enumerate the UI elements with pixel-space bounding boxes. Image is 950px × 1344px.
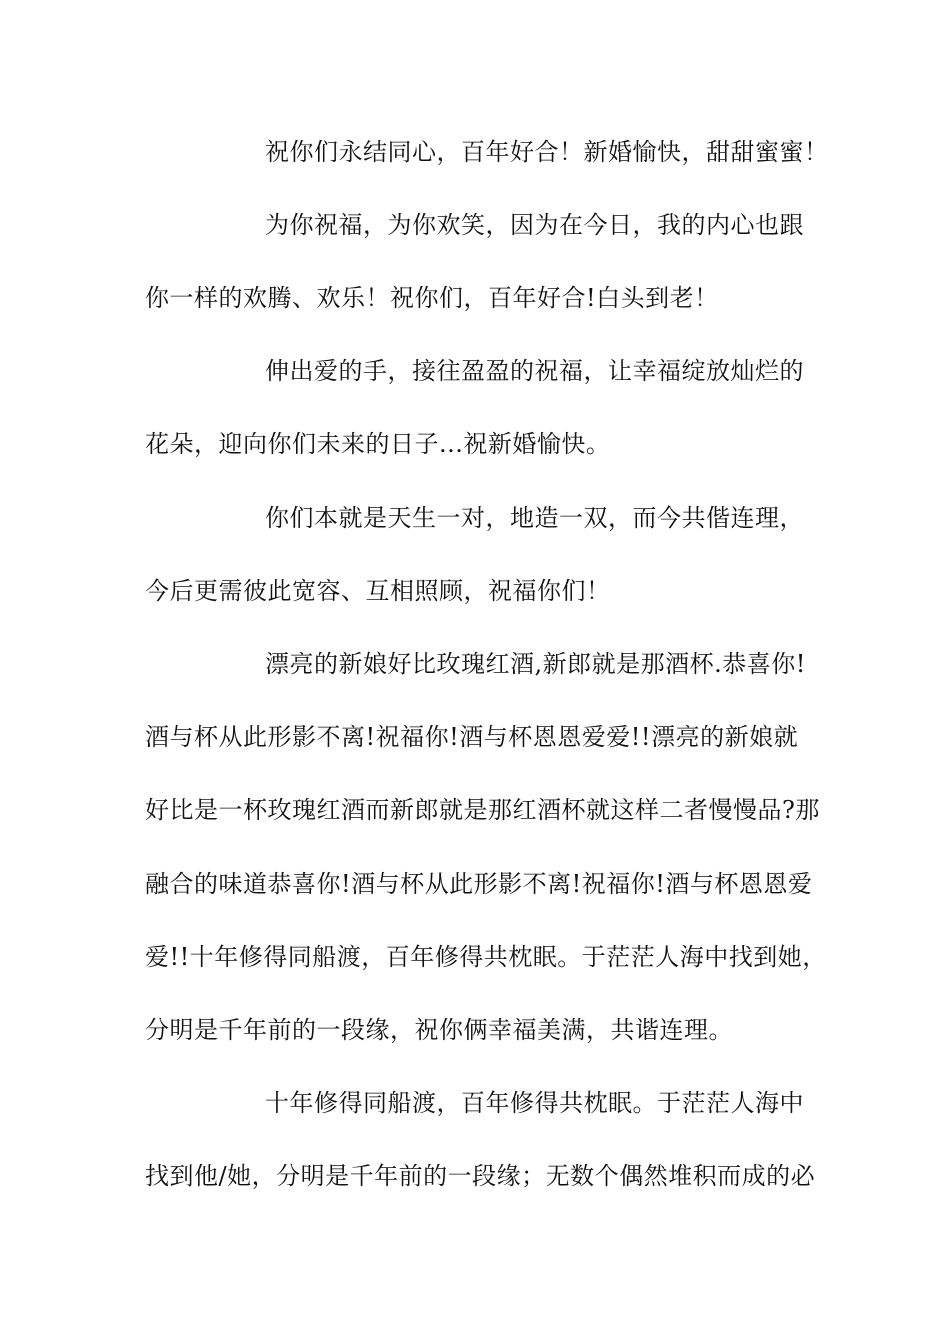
text-line-2: 为你祝福，为你欢笑，因为在今日，我的内心也跟 xyxy=(265,211,804,239)
text-line-14: 十年修得同船渡，百年修得共枕眠。于茫茫人海中 xyxy=(265,1089,804,1117)
text-line-10: 好比是一杯玫瑰红酒而新郎就是那红酒杯就这样二者慢慢品?那 xyxy=(145,796,820,824)
text-line-12: 爱!!十年修得同船渡，百年修得共枕眠。于茫茫人海中找到她， xyxy=(145,943,827,971)
text-line-9: 酒与杯从此形影不离!祝福你!酒与杯恩恩爱爱!!漂亮的新娘就 xyxy=(145,723,799,751)
text-line-15: 找到他/她，分明是千年前的一段缘；无数个偶然堆积而成的必 xyxy=(145,1162,816,1190)
text-line-13: 分明是千年前的一段缘，祝你俩幸福美满，共谐连理。 xyxy=(145,1016,733,1044)
text-line-8: 漂亮的新娘好比玫瑰红酒,新郎就是那酒杯.恭喜你! xyxy=(265,650,806,678)
text-line-11: 融合的味道恭喜你!酒与杯从此形影不离!祝福你!酒与杯恩恩爱 xyxy=(145,870,813,898)
text-line-3: 你一样的欢腾、欢乐！祝你们，百年好合!白头到老！ xyxy=(145,284,719,312)
text-line-6: 你们本就是天生一对，地造一双，而今共偕连理， xyxy=(265,504,804,532)
text-line-5: 花朵，迎向你们未来的日子...祝新婚愉快。 xyxy=(145,430,611,458)
text-line-4: 伸出爱的手，接往盈盈的祝福，让幸福绽放灿烂的 xyxy=(265,357,804,385)
text-line-1: 祝你们永结同心，百年好合！新婚愉快，甜甜蜜蜜！ xyxy=(265,138,829,166)
text-line-7: 今后更需彼此宽容、互相照顾，祝福你们！ xyxy=(145,577,611,605)
